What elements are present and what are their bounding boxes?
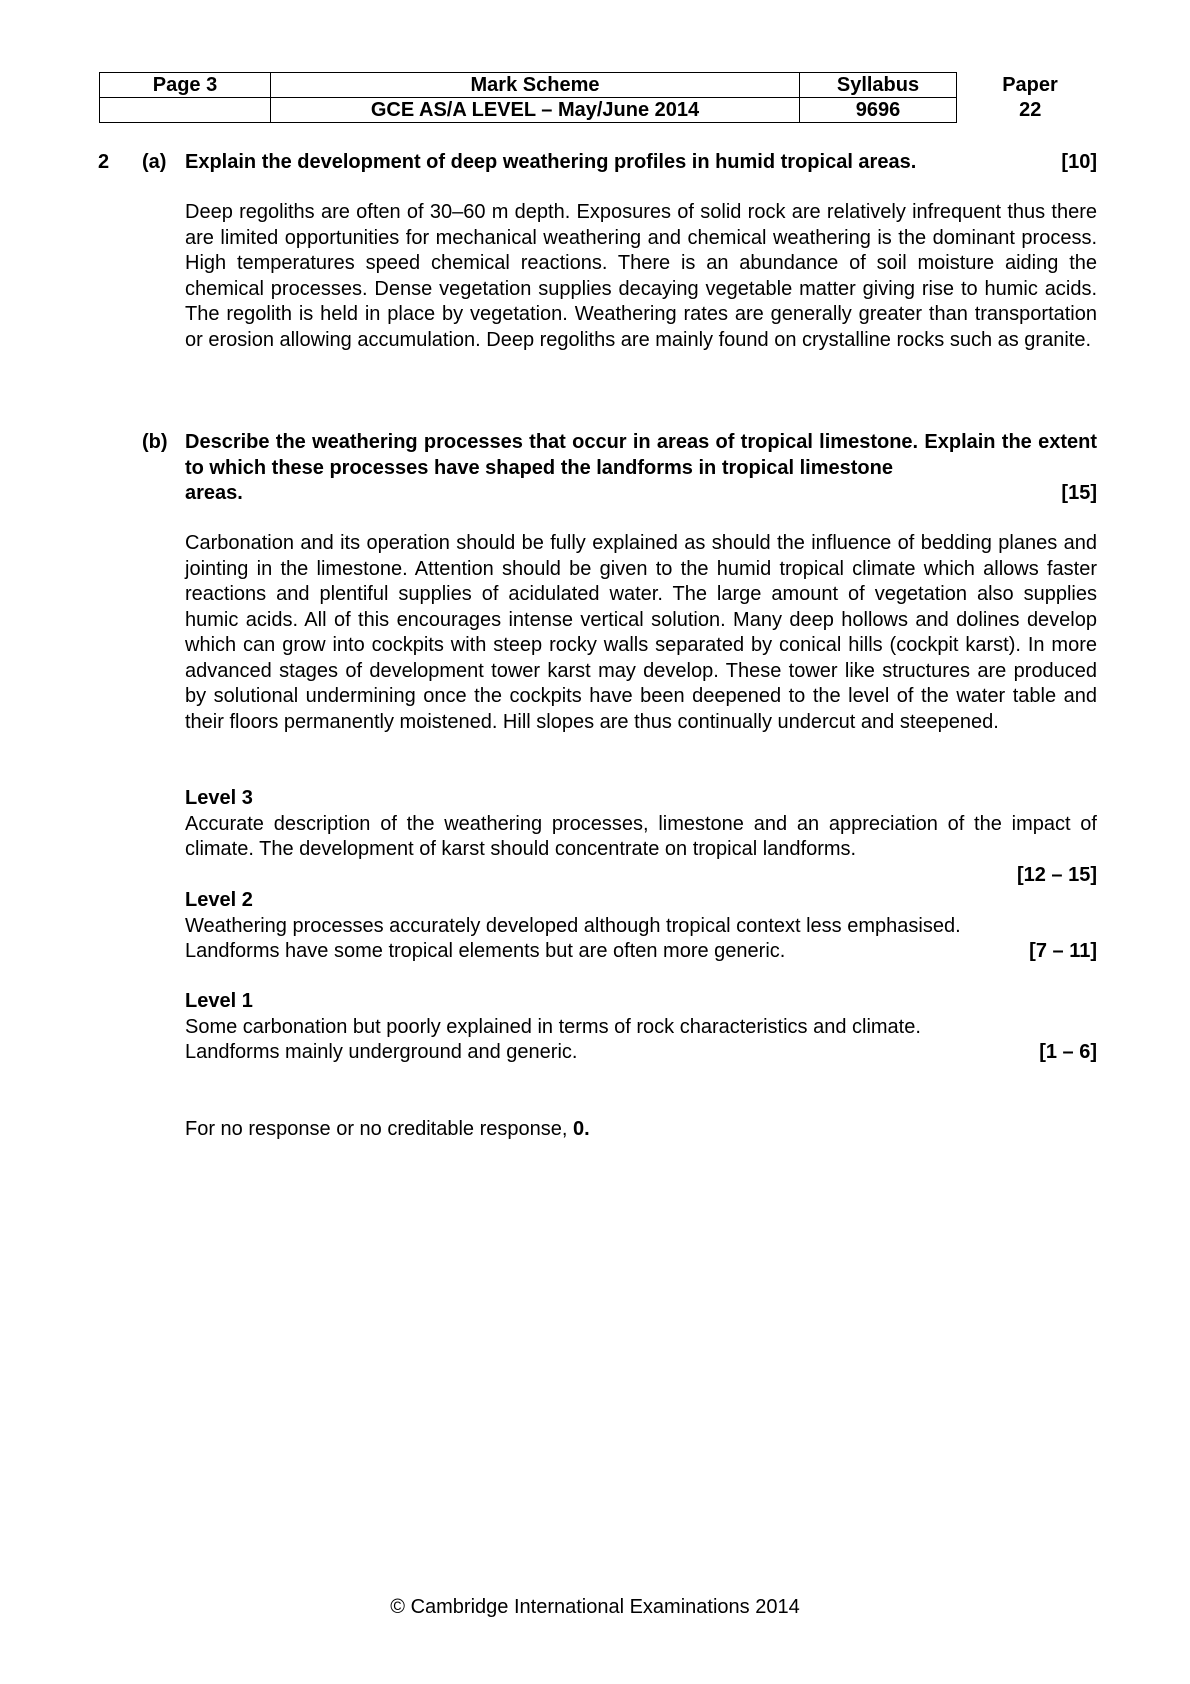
no-response-note xyxy=(185,1117,1097,1143)
part-a-question xyxy=(185,150,1097,176)
level-1-block xyxy=(185,989,1097,1066)
header-table xyxy=(99,72,1104,123)
level-1-text-end: Landforms mainly underground and generic. xyxy=(185,1041,578,1063)
question-number: 2 xyxy=(98,151,110,173)
mark-scheme-label: Mark Scheme xyxy=(271,73,800,98)
part-a-label: (a) xyxy=(142,151,167,173)
part-b-label: (b) xyxy=(142,431,168,453)
level-2-title: Level 2 xyxy=(185,889,253,911)
syllabus-label: Syllabus xyxy=(800,73,957,98)
part-a-marks: [10] xyxy=(1061,151,1097,173)
exam-title: GCE AS/A LEVEL – May/June 2014 xyxy=(271,98,800,123)
level-2-marks: [7 – 11] xyxy=(1029,940,1097,962)
level-1-title: Level 1 xyxy=(185,990,253,1012)
syllabus-code: 9696 xyxy=(800,98,957,123)
paper-number: 22 xyxy=(1019,99,1042,121)
level-1-text: Some carbonation but poorly explained in terms of rock characteristics and climate. xyxy=(185,1015,921,1038)
part-b-question-text-end: areas. xyxy=(185,482,243,504)
level-3-title: Level 3 xyxy=(185,787,253,809)
level-2-text-end: Landforms have some tropical elements but are often more generic. xyxy=(185,940,786,962)
part-b-answer: Carbonation and its operation should be fully explained as should the influence of bedding planes and jointing in the limestone. Attention should be given to the humid tropical climate which allows faster reactions and plentiful supplies of acidulated water. The large amount of vegetation also supplies humic acids. All of this encourages intense vertical solution. Many deep hollows and dolines develop which can grow into cockpits with steep rocky walls separated by conical hills (cockpit karst). In more advanced stages of development tower karst may develop. These tower like structures are produced by solutional undermining once the cockpits have been deepened to the level of the water table and their floors permanently moistened. Hill slopes are thus continually undercut and steepened. xyxy=(185,532,1097,733)
part-b-marks: [15] xyxy=(1061,482,1097,504)
level-2-block xyxy=(185,888,1097,965)
no-response-mark: 0. xyxy=(573,1118,590,1140)
copyright-footer: © Cambridge International Examinations 2014 xyxy=(390,1596,800,1618)
part-b-question-text: Describe the weathering processes that occur in areas of tropical limestone. Explain the extent to which these processes have shaped the landforms in tropical limestone xyxy=(185,431,1097,479)
part-a-question-text: Explain the development of deep weathering profiles in humid tropical areas. xyxy=(185,151,917,173)
empty-cell xyxy=(100,98,271,123)
part-a-answer: Deep regoliths are often of 30–60 m depth. Exposures of solid rock are relatively infrequent thus there are limited opportunities for mechanical weathering and chemical weathering is the dominant process. High temperatures speed chemical reactions. There is an abundance of soil moisture aiding the chemical processes. Dense vegetation supplies decaying vegetable matter giving rise to humic acids. The regolith is held in place by vegetation. Weathering rates are generally greater than transportation or erosion allowing accumulation. Deep regoliths are mainly found on crystalline rocks such as granite. xyxy=(185,201,1097,351)
level-3-text: Accurate description of the weathering processes, limestone and an appreciation of the impact of climate. The development of karst should concentrate on tropical landforms. xyxy=(185,812,1097,860)
no-response-text: For no response or no creditable response, xyxy=(185,1118,573,1140)
part-b-question xyxy=(185,430,1097,507)
page-number: Page 3 xyxy=(100,73,271,98)
level-3-marks: [12 – 15] xyxy=(1016,863,1097,886)
level-2-text: Weathering processes accurately developed although tropical context less emphasised. xyxy=(185,914,961,937)
paper-label: Paper xyxy=(1002,74,1058,96)
level-1-marks: [1 – 6] xyxy=(1039,1041,1097,1063)
level-3-block xyxy=(185,786,1097,888)
